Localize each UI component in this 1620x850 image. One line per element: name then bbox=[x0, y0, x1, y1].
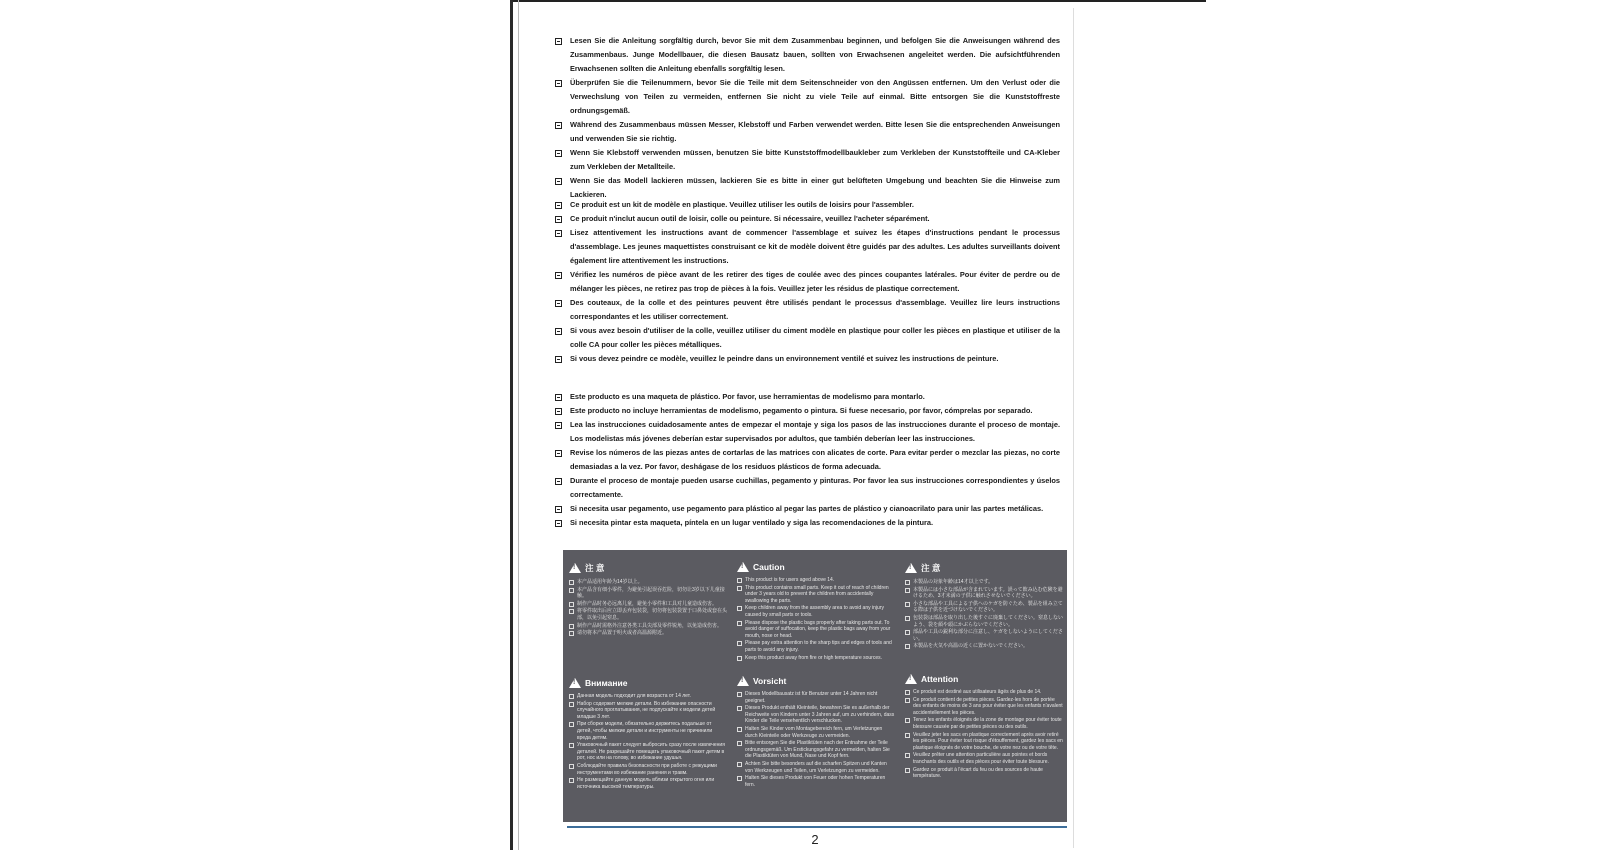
warning-icon bbox=[737, 676, 749, 686]
warning-de: ! Vorsicht Dieses Modellbausatz ist für Benutzer unter 14 Jahren nicht geeignet. Dieses Produkt enthält Kleinteile, bewahren Sie es außerhalb der Reichweite von Kindern unter 3 Jahren auf, um zu verhindern, dass Kinder die Teile versehentlich verschlucken. Halten Sie Kinder vom Montagebereich fern, um Verletzungen durch Kleinteile oder Werkzeuge zu vermeiden. Bitte entsorgen Sie die Plastiktüten nach der Entnahme der Teile ordnungsgemäß. Um Erstickungsgefahr zu vermeiden, halten Sie die Plastiktüten von Mund, Nase und Kopf fern. Achten Sie bitte besonders auf die scharfen Spitzen und Kanten von Werkzeugen und Teilen, um Verletzungen zu vermeiden. Halten Sie dieses Produkt von Feuer oder hohen Temperaturen fern. bbox=[737, 676, 895, 789]
warning-fr: ! Attention Ce produit est destiné aux utilisateurs âgés de plus de 14. Ce produit contient de petites pièces. Gardez-les hors de portée des enfants de moins de 3 ans pour éviter que les enfants n'avalent accidentellement les pièces. Tenez les enfants éloignés de la zone de montage pour éviter toute blessure causée par de petites pièces ou des outils. Veuillez jeter les sacs en plastique correctement après avoir retiré les pièces. Pour éviter tout risque d'étouffement, gardez les sacs en plastique éloignés de votre bouche, de votre nez ou de votre tête. Veuillez prêter une attention particulière aux pointes et bords tranchants des outils et des pièces pour éviter toute blessure. Gardez ce produit à l'écart du feu ou des sources de haute température. bbox=[905, 674, 1063, 781]
bullet-icon bbox=[569, 764, 574, 769]
bullet-icon bbox=[905, 644, 910, 649]
bullet-icon bbox=[555, 478, 562, 485]
bullet-icon bbox=[905, 616, 910, 621]
bullet-icon bbox=[905, 690, 910, 695]
footer-rule bbox=[567, 826, 1067, 828]
warning-icon bbox=[737, 562, 749, 572]
page-number: 2 bbox=[811, 832, 819, 847]
bullet-icon bbox=[569, 722, 574, 727]
bullet-icon bbox=[905, 588, 910, 593]
spanish-item: Lea las instrucciones cuidadosamente antes de empezar el montaje y siga los pasos de las instrucciones durante el proceso de montaje. Los modelistas más jóvenes deberían estar supervisados por adultos, que también deberían leer las instrucciones. bbox=[555, 418, 1060, 446]
bullet-icon bbox=[555, 80, 562, 87]
bullet-icon bbox=[555, 356, 562, 363]
bullet-icon bbox=[737, 727, 742, 732]
page-right-edge bbox=[1073, 8, 1074, 848]
french-section bbox=[555, 198, 1060, 366]
bullet-icon bbox=[569, 631, 574, 636]
bullet-icon bbox=[905, 733, 910, 738]
spanish-item: Este producto no incluye herramientas de modelismo, pegamento o pintura. Si fuese necesario, por favor, cómprelas por separado. bbox=[555, 404, 1060, 418]
bullet-icon bbox=[555, 394, 562, 401]
bullet-icon bbox=[737, 586, 742, 591]
spanish-item: Revise los números de las piezas antes de cortarlas de las matrices con alicates de corte. Para evitar perder o mezclar las piezas, no corte demasiadas a la vez. Por favor, deshágase de los residuos plásticos de forma adecuada. bbox=[555, 446, 1060, 474]
german-item: Wenn Sie das Modell lackieren müssen, lackieren Sie es bitte in einer gut belüfteten Umgebung und beachten Sie die Hinweise zum Lackieren. bbox=[555, 174, 1060, 202]
bullet-icon bbox=[905, 602, 910, 607]
bullet-icon bbox=[555, 150, 562, 157]
bullet-icon bbox=[555, 422, 562, 429]
bullet-icon bbox=[555, 230, 562, 237]
warning-icon bbox=[905, 674, 917, 684]
french-item: Ce produit est un kit de modèle en plastique. Veuillez utiliser les outils de loisirs pour l'assembler. bbox=[555, 198, 1060, 212]
bullet-icon bbox=[569, 702, 574, 707]
bullet-icon bbox=[569, 588, 574, 593]
bullet-icon bbox=[569, 609, 574, 614]
bullet-icon bbox=[569, 580, 574, 585]
french-item: Lisez attentivement les instructions avant de commencer l'assemblage et suivez les étapes d'instructions pendant le processus d'assemblage. Les jeunes maquettistes construisant ce kit de modèle doivent être guidés par des adultes. Les adultes surveillants doivent également lire attentivement les instructions. bbox=[555, 226, 1060, 268]
german-item: Während des Zusammenbaus müssen Messer, Klebstoff und Farben verwendet werden. Bitte lesen Sie die entsprechenden Anweisungen und verwenden Sie sie richtig. bbox=[555, 118, 1060, 146]
bullet-icon bbox=[555, 122, 562, 129]
bullet-icon bbox=[737, 692, 742, 697]
bullet-icon bbox=[737, 641, 742, 646]
bullet-icon bbox=[555, 328, 562, 335]
bullet-icon bbox=[569, 624, 574, 629]
bullet-icon bbox=[569, 602, 574, 607]
bullet-icon bbox=[905, 580, 910, 585]
bullet-icon bbox=[737, 741, 742, 746]
bullet-icon bbox=[569, 743, 574, 748]
french-item: Vérifiez les numéros de pièce avant de les retirer des tiges de coulée avec des pinces coupantes latérales. Pour éviter de perdre ou de mélanger les pièces, ne retirez pas trop de pièces à la fois. Veuillez jeter les résidus de plastique correctement. bbox=[555, 268, 1060, 296]
warning-icon bbox=[569, 678, 581, 688]
french-item: Des couteaux, de la colle et des peintures peuvent être utilisés pendant le processus d'assemblage. Veuillez lire leurs instructions correspondantes et les utiliser correctement. bbox=[555, 296, 1060, 324]
bullet-icon bbox=[569, 778, 574, 783]
bullet-icon bbox=[737, 606, 742, 611]
french-item: Ce produit n'inclut aucun outil de loisir, colle ou peinture. Si nécessaire, veuillez l'acheter séparément. bbox=[555, 212, 1060, 226]
bullet-icon bbox=[555, 178, 562, 185]
spanish-item: Si necesita pintar esta maqueta, píntela en un lugar ventilado y siga las recomendaciones de la pintura. bbox=[555, 516, 1060, 530]
french-item: Si vous avez besoin d'utiliser de la colle, veuillez utiliser du ciment modèle en plastique pour coller les pièces en plastique et utiliser de la colle CA pour coller les pièces métalliques. bbox=[555, 324, 1060, 352]
bullet-icon bbox=[569, 694, 574, 699]
bullet-icon bbox=[555, 506, 562, 513]
warning-en: ! Caution This product is for users aged above 14. This product contains small parts. Keep it out of reach of children under 3 years old to prevent the children from accidentally swallowing the parts. Keep children away from the assembly area to avoid any injury caused by small parts or tools. Please dispose the plastic bags properly after taking parts out. To avoid danger of suffocation, keep the plastic bags away from your mouth, nose or head. Please pay extra attention to the sharp tips and edges of tools and parts to avoid any injury. Keep this product away from fire or high temperature sources. bbox=[737, 562, 895, 662]
warning-icon bbox=[905, 563, 917, 573]
french-item: Si vous devez peindre ce modèle, veuillez le peindre dans un environnement ventilé et suivez les instructions de peinture. bbox=[555, 352, 1060, 366]
bullet-icon bbox=[555, 202, 562, 209]
spanish-item: Durante el proceso de montaje pueden usarse cuchillas, pegamento y pinturas. Por favor lea sus instrucciones correspondientes y úselos correctamente. bbox=[555, 474, 1060, 502]
bullet-icon bbox=[737, 762, 742, 767]
bullet-icon bbox=[737, 706, 742, 711]
scan-left-edge bbox=[510, 0, 513, 850]
bullet-icon bbox=[905, 630, 910, 635]
german-item: Überprüfen Sie die Teilenummern, bevor Sie die Teile mit dem Seitenschneider von den Angüssen entfernen. Um den Verlust oder die Verwechslung von Teilen zu vermeiden, entfernen Sie nicht zu viele Teile auf einmal. Bitte entsorgen Sie die Kunststoffreste ordnungsgemäß. bbox=[555, 76, 1060, 118]
bullet-icon bbox=[555, 300, 562, 307]
bullet-icon bbox=[737, 656, 742, 661]
bullet-icon bbox=[555, 520, 562, 527]
spanish-section bbox=[555, 390, 1060, 530]
warning-icon bbox=[569, 563, 581, 573]
bullet-icon bbox=[905, 698, 910, 703]
bullet-icon bbox=[737, 776, 742, 781]
german-item: Lesen Sie die Anleitung sorgfältig durch, bevor Sie mit dem Zusammenbau beginnen, und befolgen Sie die Anweisungen während des Zusammenbaus. Junge Modellbauer, die diesen Bausatz bauen, sollten von Erwachsenen angeleitet werden. Die aufsichtführenden Erwachsenen sollten die Anleitung ebenfalls sorgfältig lesen. bbox=[555, 34, 1060, 76]
bullet-icon bbox=[905, 753, 910, 758]
bullet-icon bbox=[737, 578, 742, 583]
bullet-icon bbox=[555, 272, 562, 279]
warning-ru: ! Внимание Данная модель подходит для возраста от 14 лет. Набор содержит мелкие детали. Во избежание опасности случайного проглатывания, не подпускайте к модели детей младше 3 лет. При сборке модели, обязательно держитесь подальше от детей, чтобы мелкие детали и инструменты не причинили вреда детям. Упаковочный пакет следует выбросить сразу после извлечения деталей. Не разрешайте помещать упаковочный пакет детям в рот, нос или на голову, во избежание удушья. Соблюдайте правила безопасности при работе с режущими инструментами во избежание ранения и травм. Не размещайте данную модель вблизи открытого огня или источника высокой температуры. bbox=[569, 678, 727, 791]
bullet-icon bbox=[905, 768, 910, 773]
warning-ja: ! 注 意 本製品の対象年齢は14才以上です。 本製品には小さな部品が含まれています。誤って飲み込む危険を避けるため、3才未満の子供に触れさせないでください。 小さな部品や工具による子供へのケガを防ぐため、製品を組み立てる際は子供を近づけないでください。 包装袋は部品を取り出した後すぐに廃棄してください。窒息しないよう、袋を顔や頭にかぶらないでください。 部品や工具の鋭利な部分に注意し、ケガをしないようにしてください。 本製品を火気や高温の近くに置かないでください。 bbox=[905, 562, 1063, 651]
german-item: Wenn Sie Klebstoff verwenden müssen, benutzen Sie bitte Kunststoffmodellbaukleber zum Verkleben der Kunststoffteile und CA-Kleber zum Verkleben der Metallteile. bbox=[555, 146, 1060, 174]
warning-zh: ! 注 意 本产品适用年龄为14岁以上。 本产品含有细小零件，为避免引起误吞危险，切勿让3岁以下儿童接触。 制作产品时务必远离儿童，避免小零件和工具对儿童造成伤害。 将零件取出后应立即丢弃包装袋，切勿将包装袋置于口鼻处或套在头部，以免引起窒息。 制作产品时需格外注意各类工具尖部及零件锐角，以免造成伤害。 请勿将本产品置于明火或者高温源附近。 bbox=[569, 562, 727, 638]
german-section bbox=[555, 34, 1060, 202]
bullet-icon bbox=[737, 621, 742, 626]
bullet-icon bbox=[555, 38, 562, 45]
spanish-item: Este producto es una maqueta de plástico. Por favor, use herramientas de modelismo para montarlo. bbox=[555, 390, 1060, 404]
bullet-icon bbox=[905, 718, 910, 723]
warning-panel bbox=[563, 550, 1067, 822]
spanish-item: Si necesita usar pegamento, use pegamento para plástico al pegar las partes de plástico y cianoacrilato para unir las partes metálicas. bbox=[555, 502, 1060, 516]
bullet-icon bbox=[555, 216, 562, 223]
bullet-icon bbox=[555, 408, 562, 415]
scan-left-edge-inner bbox=[518, 0, 519, 850]
bullet-icon bbox=[555, 450, 562, 457]
